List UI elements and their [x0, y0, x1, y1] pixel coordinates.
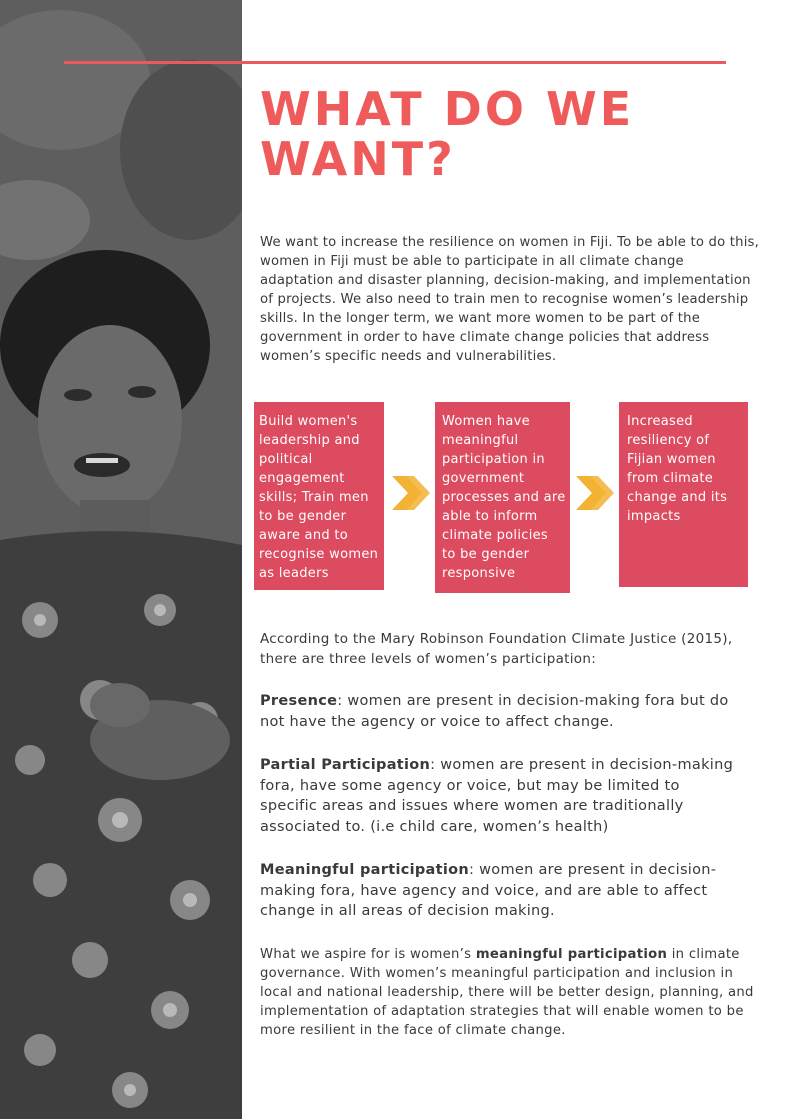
according-paragraph: According to the Mary Robinson Foundation Climate Justice (2015), there are three levels of women’s participation: [260, 631, 733, 667]
top-divider [64, 61, 726, 64]
meaningful-term: Meaningful participation [260, 862, 470, 878]
presence-term: Presence [260, 693, 338, 709]
partial-text: : women are present in decision-making fora, have some agency or voice, but may be limited to specific areas and issues where women are traditionally associated to. (i.e child care, women’s health) [260, 757, 734, 835]
aspire-paragraph [260, 945, 760, 1040]
page-title: WHAT DO WE WANT? [260, 82, 635, 186]
presence-text: : women are present in decision-making fora but do not have the agency or voice to affect change. [260, 693, 729, 730]
presence-paragraph [260, 691, 740, 732]
partial-term: Partial Participation [260, 757, 431, 773]
chevron-right-icon [576, 476, 614, 510]
partial-participation-paragraph [260, 755, 740, 837]
woman-speaking-photo [0, 0, 242, 1119]
chevron-right-icon [392, 476, 430, 510]
flow-step-3: Increased resiliency of Fijian women from climate change and its impacts [619, 402, 748, 587]
aspire-text-after: in climate governance. With women’s meaningful participation and inclusion in local and national leadership, there will be better design, planning, and implementation of adaptation strategies that will enable women to be more resilient in the face of climate change. [260, 947, 754, 1038]
intro-paragraph: We want to increase the resilience on women in Fiji. To be able to do this, women in Fiji must be able to participate in all climate change adaptation and disaster planning, decision-making, and implementation of projects. We also need to train men to recognise women’s leadership skills. In the longer term, we want more women to be part of the government in order to have climate change policies that address women’s specific needs and vulnerabilities. [260, 235, 760, 364]
meaningful-text: : women are present in decision-making fora, have agency and voice, and are able to affect change in all areas of decision making. [260, 862, 717, 919]
meaningful-participation-paragraph [260, 860, 740, 922]
aspire-text-before: What we aspire for is women’s [260, 947, 476, 962]
flow-step-2: Women have meaningful participation in government processes and are able to inform climate policies to be gender responsive [435, 402, 570, 593]
photo-illustration [0, 0, 242, 1119]
aspire-bold: meaningful participation [475, 947, 668, 962]
flow-step-1: Build women's leadership and political engagement skills; Train men to be gender aware and to recognise women as leaders [254, 402, 384, 590]
